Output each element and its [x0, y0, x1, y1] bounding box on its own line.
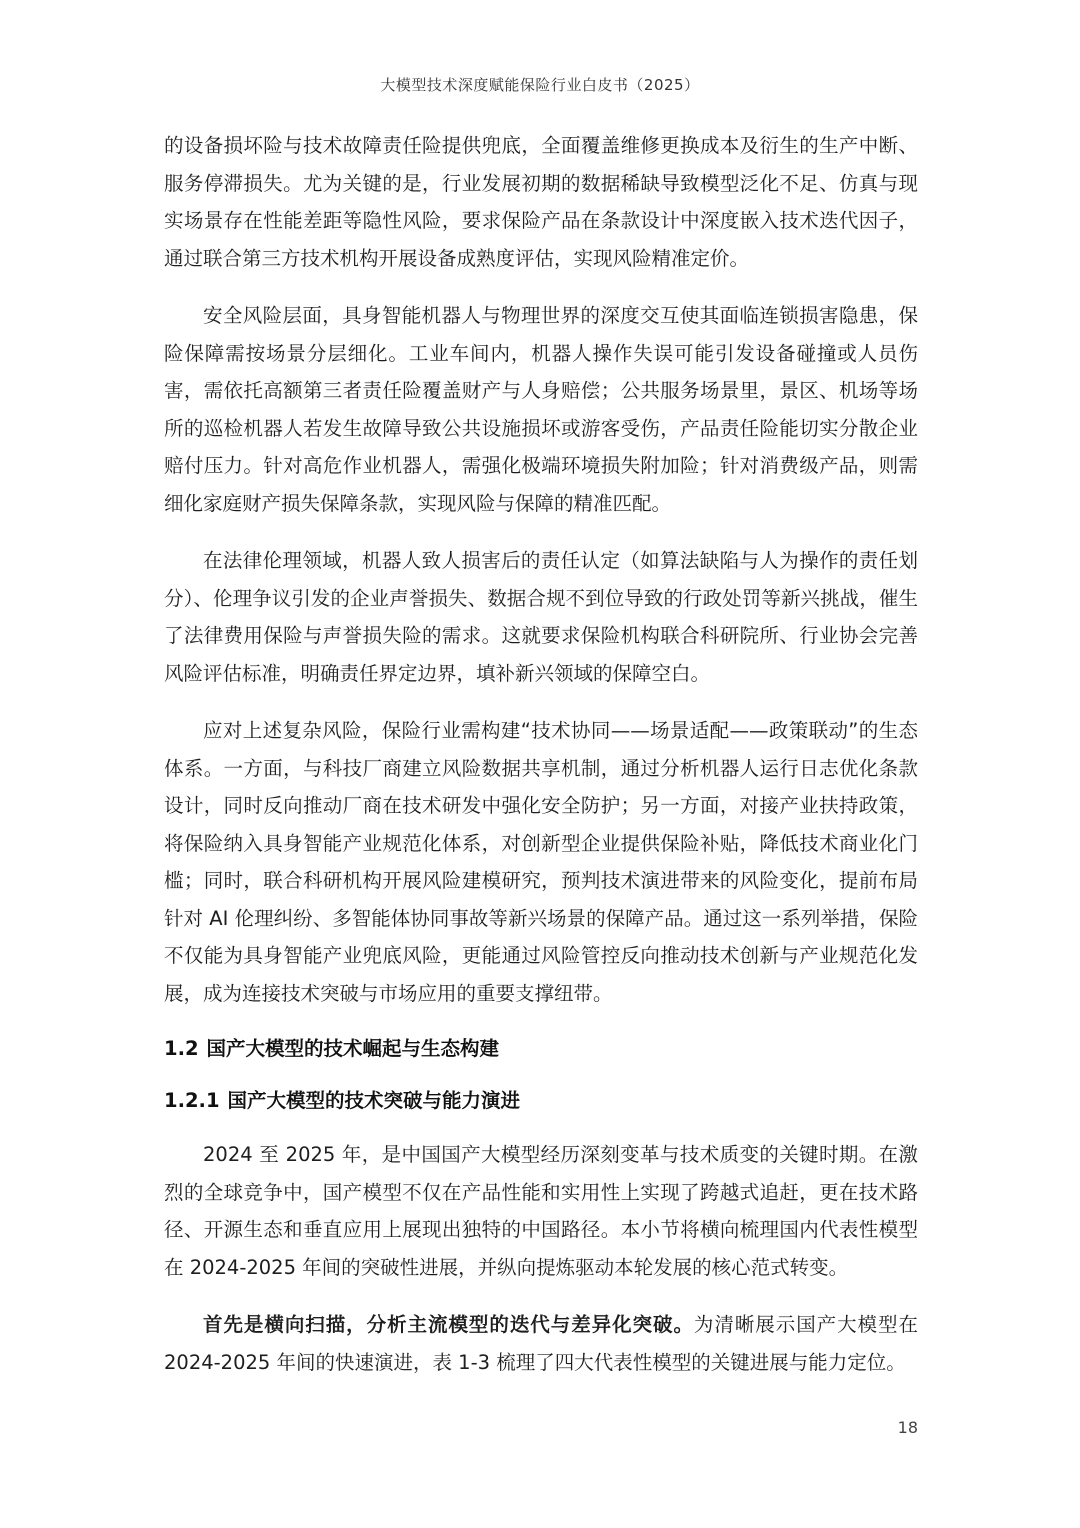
subsection-heading-1-2-1 — [164, 1084, 918, 1118]
paragraph-text: 为清晰展示国产大模型在 2024-2025 年间的快速演进，表 1-3 梳理了四大代表性模型的关键进展与能力定位。 — [164, 1313, 918, 1374]
subsection-title: 国产大模型的技术突破与能力演进 — [227, 1089, 521, 1112]
subsection-number: 1.2.1 — [164, 1089, 220, 1112]
page-number: 18 — [897, 1418, 918, 1437]
section-title: 国产大模型的技术崛起与生态构建 — [206, 1037, 500, 1060]
page-body — [164, 127, 918, 1401]
paragraph-continued: 的设备损坏险与技术故障责任险提供兜底，全面覆盖维修更换成本及衍生的生产中断、服务停滞损失。尤为关键的是，行业发展初期的数据稀缺导致模型泛化不足、仿真与现实场景存在性能差距等隐性风险，要求保险产品在条款设计中深度嵌入技术迭代因子，通过联合第三方技术机构开展设备成熟度评估，实现风险精准定价。 — [164, 134, 918, 270]
paragraph-2024-2025: 2024 至 2025 年，是中国国产大模型经历深刻变革与技术质变的关键时期。在激烈的全球竞争中，国产模型不仅在产品性能和实用性上实现了跨越式追赶，更在技术路径、开源生态和垂直应用上展现出独特的中国路径。本小节将横向梳理国内代表性模型在 2024-2025 年间的突破性进展，并纵向提炼驱动本轮发展的核心范式转变。 — [164, 1143, 918, 1279]
running-header: 大模型技术深度赋能保险行业白皮书（2025） — [380, 76, 700, 94]
paragraph-safety-risk: 安全风险层面，具身智能机器人与物理世界的深度交互使其面临连锁损害隐患，保险保障需按场景分层细化。工业车间内，机器人操作失误可能引发设备碰撞或人员伤害，需依托高额第三者责任险覆盖财产与人身赔偿；公共服务场景里，景区、机场等场所的巡检机器人若发生故障导致公共设施损坏或游客受伤，产品责任险能切实分散企业赔付压力。针对高危作业机器人，需强化极端环境损失附加险；针对消费级产品，则需细化家庭财产损失保障条款，实现风险与保障的精准匹配。 — [164, 304, 918, 515]
paragraph-legal-ethics: 在法律伦理领域，机器人致人损害后的责任认定（如算法缺陷与人为操作的责任划分）、伦理争议引发的企业声誉损失、数据合规不到位导致的行政处罚等新兴挑战，催生了法律费用保险与声誉损失险的需求。这就要求保险机构联合科研院所、行业协会完善风险评估标准，明确责任界定边界，填补新兴领域的保障空白。 — [164, 549, 918, 685]
section-number: 1.2 — [164, 1037, 199, 1060]
paragraph-horizontal-scan — [164, 1306, 918, 1381]
emphasis-text: 首先是横向扫描，分析主流模型的迭代与差异化突破。 — [203, 1313, 694, 1336]
section-heading-1-2 — [164, 1032, 918, 1066]
paragraph-ecosystem: 应对上述复杂风险，保险行业需构建“技术协同——场景适配——政策联动”的生态体系。一方面，与科技厂商建立风险数据共享机制，通过分析机器人运行日志优化条款设计，同时反向推动厂商在技术研发中强化安全防护；另一方面，对接产业扶持政策，将保险纳入具身智能产业规范化体系，对创新型企业提供保险补贴，降低技术商业化门槛；同时，联合科研机构开展风险建模研究，预判技术演进带来的风险变化，提前布局针对 AI 伦理纠纷、多智能体协同事故等新兴场景的保障产品。通过这一系列举措，保险不仅能为具身智能产业兜底风险，更能通过风险管控反向推动技术创新与产业规范化发展，成为连接技术突破与市场应用的重要支撑纽带。 — [164, 719, 918, 1005]
